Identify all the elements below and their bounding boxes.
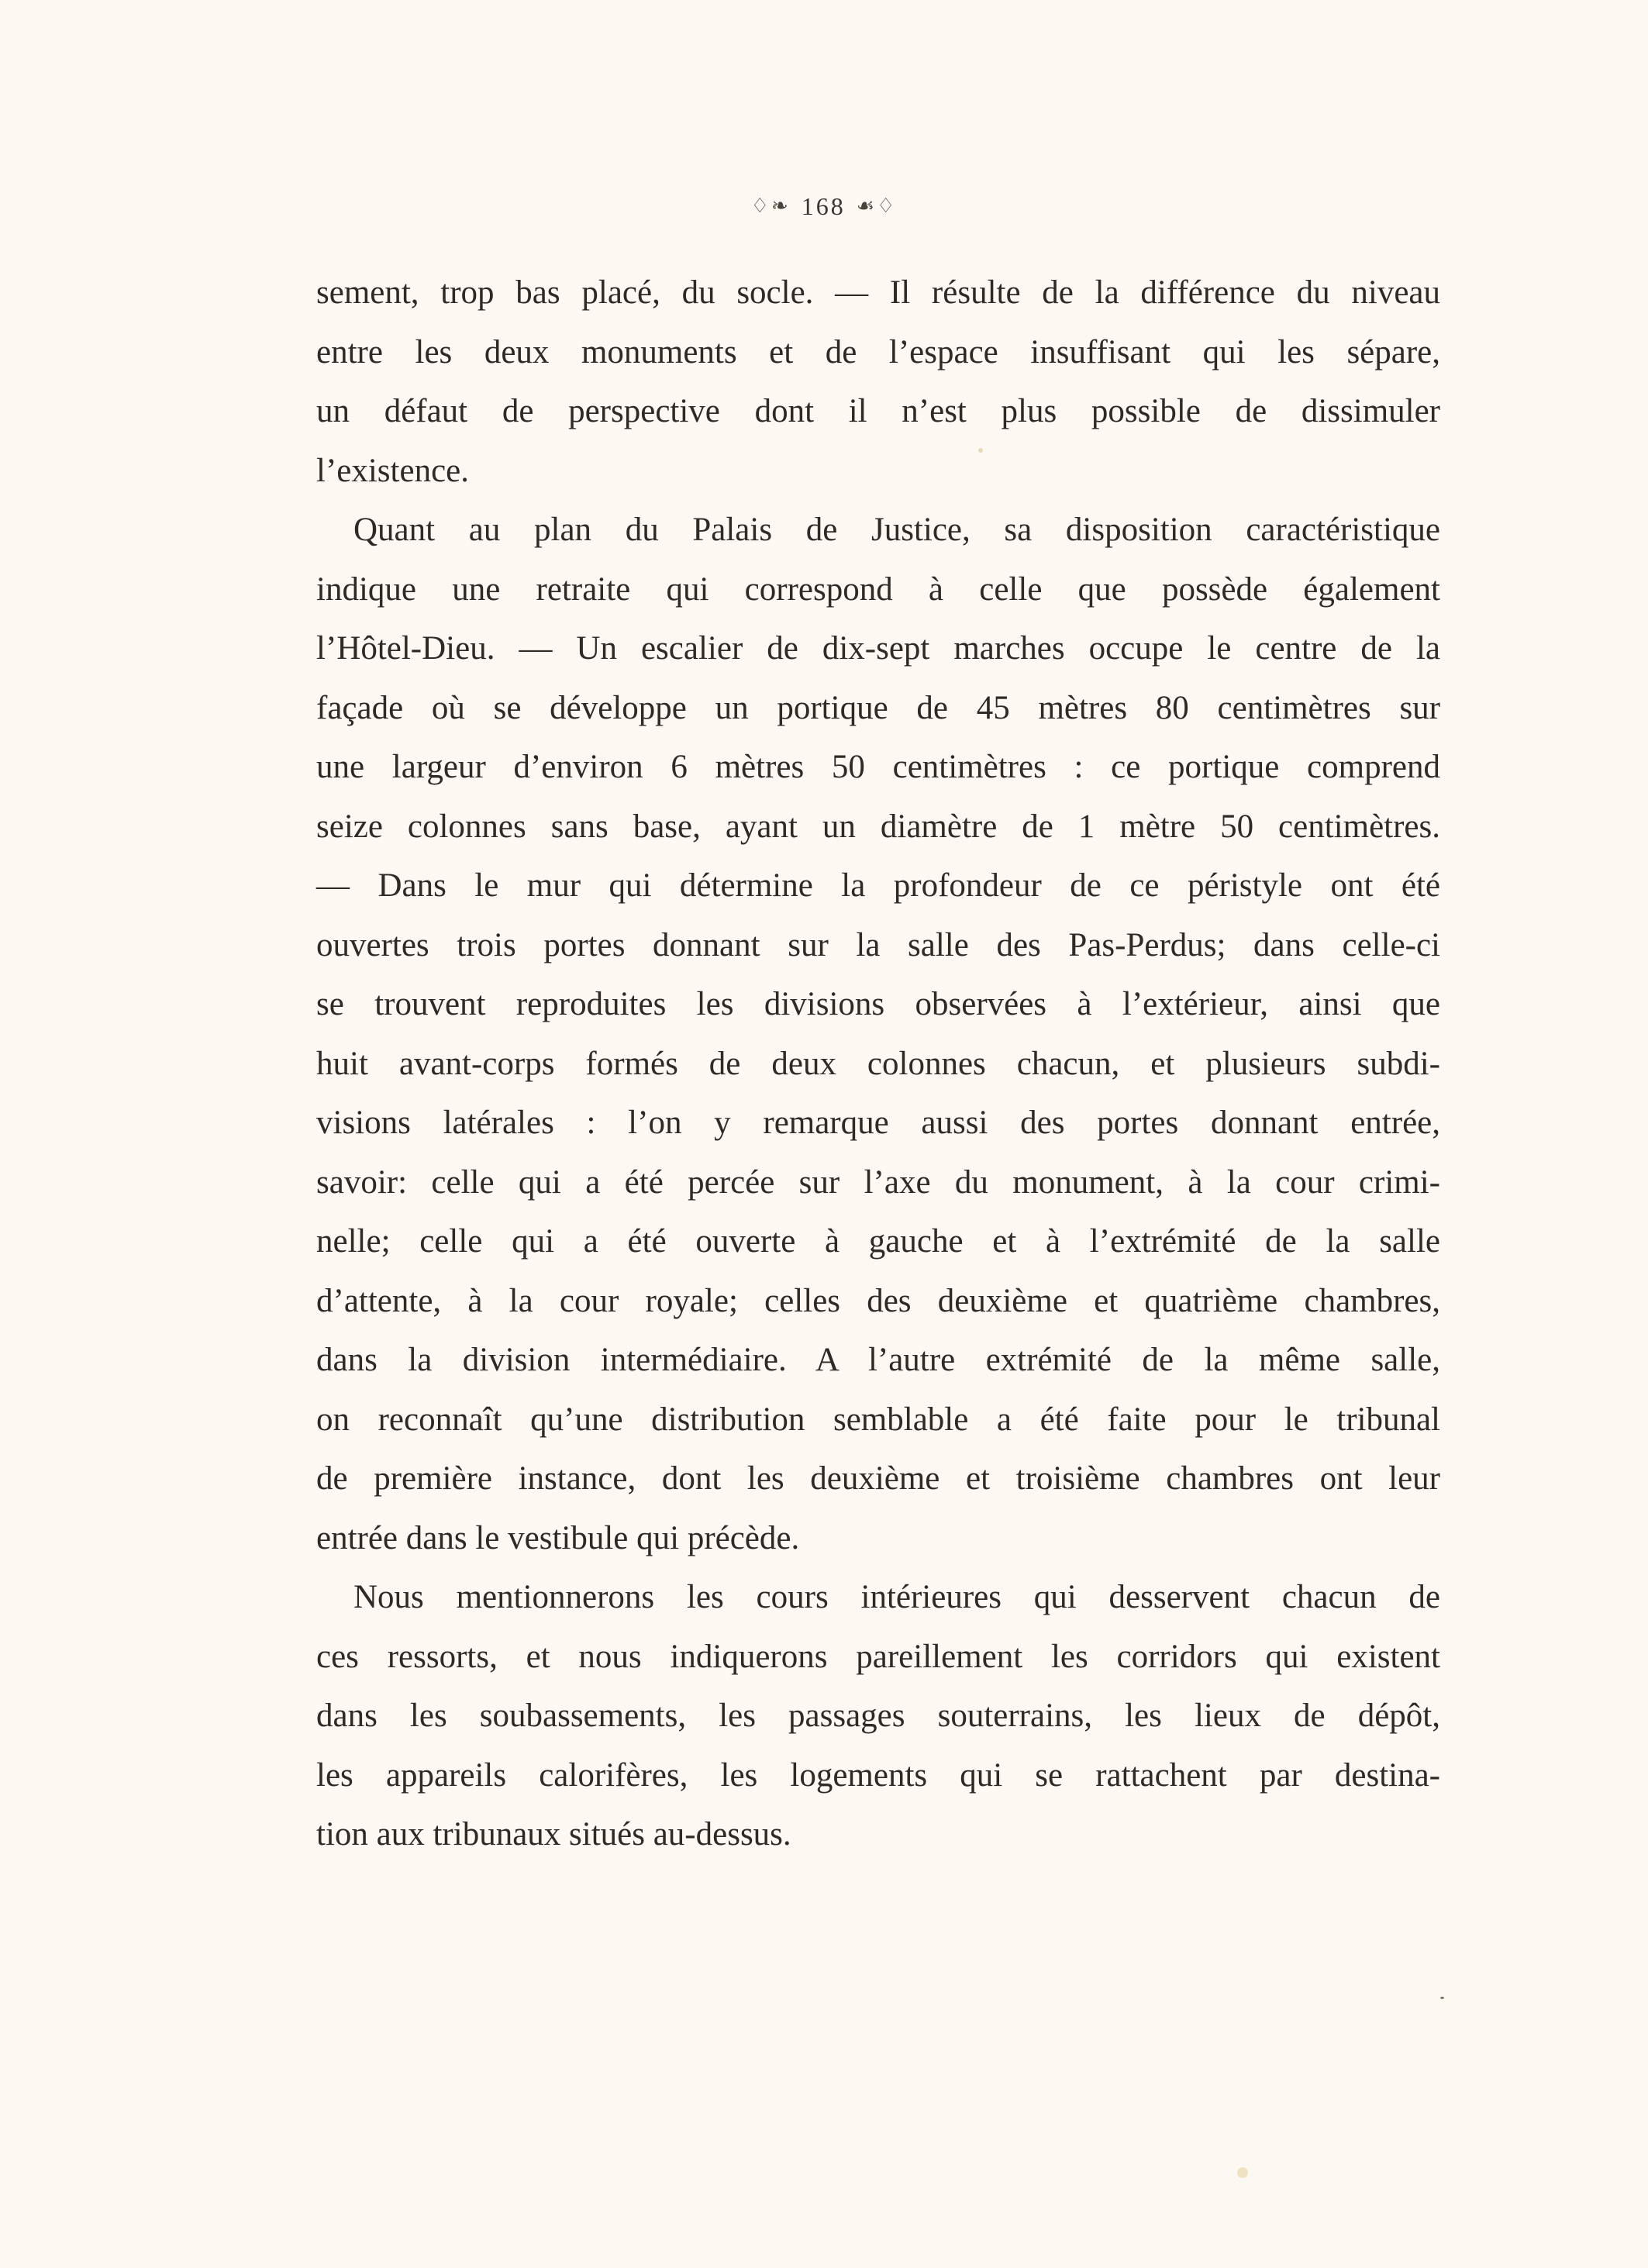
text-line: savoir: celle qui a été percée sur l’axe du monument, à la cour crimi-	[316, 1163, 1440, 1201]
text-line: tion aux tribunaux situés au-dessus.	[316, 1816, 791, 1853]
text-line: — Dans le mur qui détermine la profondeur de ce péristyle ont été	[316, 867, 1440, 904]
text-line: un défaut de perspective dont il n’est plus possible de dissimuler	[316, 393, 1440, 429]
text-line: entrée dans le vestibule qui précède.	[316, 1519, 800, 1556]
text-line: nelle; celle qui a été ouverte à gauche et à l’extrémité de la salle	[316, 1223, 1440, 1260]
text-line: les appareils calorifères, les logements qui se rattachent par destina-	[316, 1756, 1440, 1794]
text-line: Quant au plan du Palais de Justice, sa disposition caractéristique	[353, 512, 1440, 548]
text-line: ces ressorts, et nous indiquerons pareillement les corridors qui existent	[316, 1638, 1440, 1675]
text-line: dans les soubassements, les passages souterrains, les lieux de dépôt,	[316, 1698, 1440, 1734]
text-line: de première instance, dont les deuxième et troisième chambres ont leur	[316, 1460, 1440, 1497]
text-line: ouvertes trois portes donnant sur la salle des Pas-Perdus; dans celle-ci	[316, 926, 1440, 963]
text-line: une largeur d’environ 6 mètres 50 centimètres : ce portique comprend	[316, 749, 1440, 785]
text-line: Nous mentionnerons les cours intérieures qui desservent chacun de	[353, 1579, 1440, 1615]
paper-speck	[1237, 2167, 1248, 2178]
body-text	[316, 264, 1440, 1865]
page-number: 168	[801, 192, 846, 220]
text-line: seize colonnes sans base, ayant un diamètre de 1 mètre 50 centimètres.	[316, 808, 1440, 845]
text-line: se trouvent reproduites les divisions observées à l’extérieur, ainsi que	[316, 986, 1440, 1022]
text-line: l’Hôtel-Dieu. — Un escalier de dix-sept marches occupe le centre de la	[316, 630, 1440, 667]
ornament-left-icon: ♢❧	[750, 195, 791, 217]
ornament-right-icon: ☙♢	[856, 195, 898, 217]
page-header	[0, 192, 1648, 221]
text-line: visions latérales : l’on y remarque aussi des portes donnant entrée,	[316, 1105, 1440, 1141]
text-line: on reconnaît qu’une distribution semblable a été faite pour le tribunal	[316, 1401, 1440, 1438]
text-line: indique une retraite qui correspond à celle que possède également	[316, 570, 1440, 608]
text-line: dans la division intermédiaire. A l’autre extrémité de la même salle,	[316, 1342, 1440, 1378]
text-line: huit avant-corps formés de deux colonnes chacun, et plusieurs subdi-	[316, 1045, 1440, 1082]
text-line: d’attente, à la cour royale; celles des deuxième et quatrième chambres,	[316, 1282, 1440, 1319]
text-line: façade où se développe un portique de 45 mètres 80 centimètres sur	[316, 689, 1440, 726]
paper-speck	[1440, 1997, 1444, 1999]
text-line: l’existence.	[316, 452, 469, 489]
paper-speck	[978, 448, 983, 453]
text-line: entre les deux monuments et de l’espace insuffisant qui les sépare,	[316, 333, 1440, 371]
text-line: sement, trop bas placé, du socle. — Il résulte de la différence du niveau	[316, 274, 1440, 311]
